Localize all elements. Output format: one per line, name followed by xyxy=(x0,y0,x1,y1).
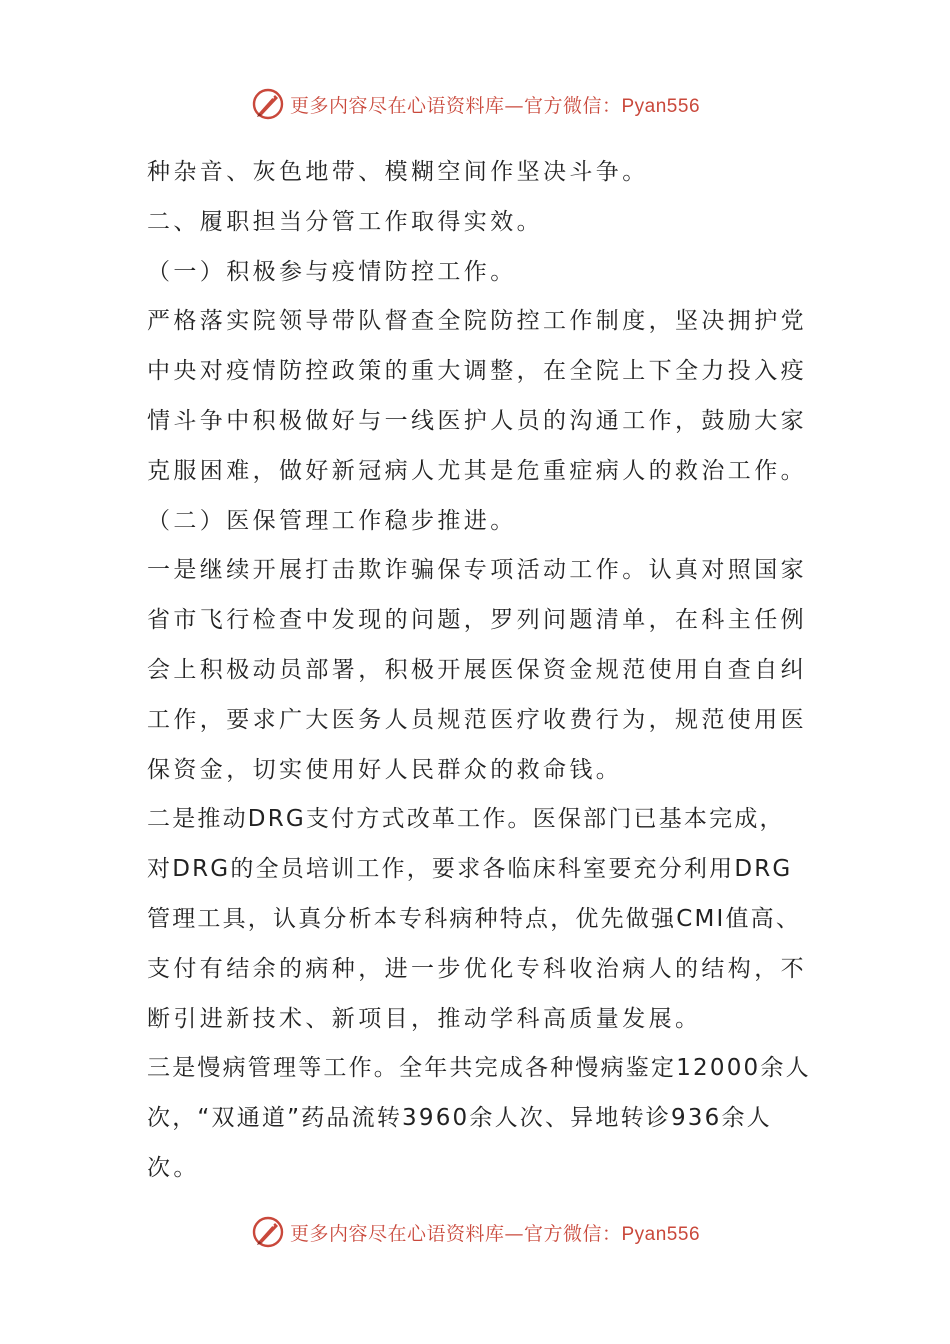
paragraph-line: 支付有结余的病种，进一步优化专科收治病人的结构，不 xyxy=(147,955,807,982)
footer-banner-text: 更多内容尽在心语资料库—官方微信：Pyan556 xyxy=(289,1222,701,1245)
pen-logo-icon xyxy=(250,1214,286,1250)
paragraph-line: 省市飞行检查中发现的问题，罗列问题清单，在科主任例 xyxy=(147,607,807,634)
paragraph-line: 一是继续开展打击欺诈骗保专项活动工作。认真对照国家 xyxy=(147,557,807,584)
paragraph-line: 保资金，切实使用好人民群众的救命钱。 xyxy=(147,756,623,783)
paragraph-line: 三是慢病管理等工作。全年共完成各种慢病鉴定12000余人 xyxy=(147,1055,811,1082)
paragraph-line: 二是推动DRG支付方式改革工作。医保部门已基本完成， xyxy=(147,806,785,833)
header-banner xyxy=(0,84,950,124)
paragraph-line: 克服困难，做好新冠病人尤其是危重症病人的救治工作。 xyxy=(147,457,807,484)
document-body xyxy=(147,148,827,1194)
section-heading: 二、履职担当分管工作取得实效。 xyxy=(147,208,543,235)
paragraph-line: 严格落实院领导带队督查全院防控工作制度，坚决拥护党 xyxy=(147,308,807,335)
header-banner-text: 更多内容尽在心语资料库—官方微信：Pyan556 xyxy=(289,94,701,117)
paragraph-line: 次。 xyxy=(147,1154,200,1181)
footer-banner xyxy=(0,1212,950,1252)
paragraph-line: 会上积极动员部署，积极开展医保资金规范使用自查自纠 xyxy=(147,656,807,683)
paragraph-line: 对DRG的全员培训工作，要求各临床科室要充分利用DRG xyxy=(147,856,793,883)
paragraph-line: 工作，要求广大医务人员规范医疗收费行为，规范使用医 xyxy=(147,706,807,733)
paragraph-line: 次，“双通道”药品流转3960余人次、异地转诊936余人 xyxy=(147,1105,772,1132)
paragraph-line: 种杂音、灰色地带、模糊空间作坚决斗争。 xyxy=(147,159,649,185)
subsection-heading: （一）积极参与疫情防控工作。 xyxy=(147,258,517,285)
paragraph-line: 情斗争中积极做好与一线医护人员的沟通工作，鼓励大家 xyxy=(147,407,807,434)
paragraph-line: 中央对疫情防控政策的重大调整，在全院上下全力投入疫 xyxy=(147,358,807,385)
subsection-heading: （二）医保管理工作稳步推进。 xyxy=(147,507,517,534)
paragraph-line: 管理工具，认真分析本专科病种特点，优先做强CMI值高、 xyxy=(147,905,802,932)
pen-logo-icon xyxy=(250,86,286,122)
paragraph-line: 断引进新技术、新项目，推动学科高质量发展。 xyxy=(147,1005,702,1032)
